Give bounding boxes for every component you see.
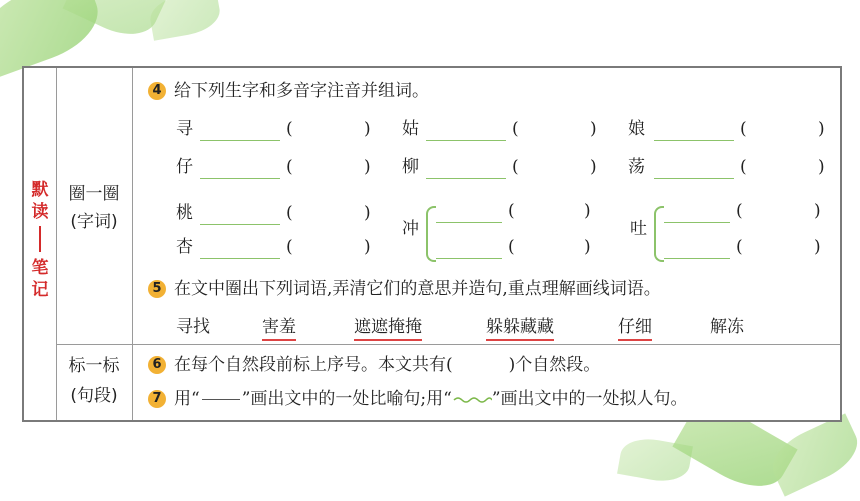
leaf-decoration (147, 0, 223, 41)
paren-open: ( (512, 157, 519, 177)
wavy-line-symbol (452, 395, 492, 405)
char-tu: 吐 (630, 219, 647, 239)
paren-close: ) (364, 237, 371, 257)
paren-open: ( (508, 201, 515, 221)
paren-open: ( (736, 201, 743, 221)
char-niang: 娘 (628, 119, 645, 139)
paren-close: ) (584, 201, 591, 221)
question-7-text (174, 388, 688, 410)
char-gu: 姑 (402, 119, 419, 139)
paren-open: ( (740, 157, 747, 177)
paren-close: ) (818, 157, 825, 177)
pinyin-blank[interactable] (426, 178, 506, 179)
polyphone-brace (654, 206, 664, 262)
paren-open: ( (508, 237, 515, 257)
side-char: 默 (31, 180, 49, 200)
char-zai: 仔 (176, 157, 193, 177)
paren-open: ( (286, 157, 293, 177)
question-4-text: 给下列生字和多音字注音并组词。 (174, 81, 429, 101)
side-char: 记 (31, 280, 49, 300)
paren-open: ( (286, 119, 293, 139)
paren-close: ) (814, 201, 821, 221)
question-5-text: 在文中圈出下列词语,弄清它们的意思并造句,重点理解画线词语。 (174, 279, 661, 299)
paren-close: ) (590, 157, 597, 177)
paren-open: ( (286, 203, 293, 223)
pinyin-blank[interactable] (436, 222, 502, 223)
question-7-text-a: 用“ (174, 389, 200, 409)
char-dang: 荡 (628, 157, 645, 177)
worksheet-table (22, 66, 842, 422)
polyphone-brace (426, 206, 436, 262)
pinyin-blank[interactable] (436, 258, 502, 259)
paren-close: ) (818, 119, 825, 139)
question-number-badge: 7 (148, 390, 166, 408)
paren-close: ) (364, 157, 371, 177)
question-7-text-c: ”画出文中的一处拟人句。 (491, 389, 688, 409)
vocab-word: 解冻 (710, 317, 744, 337)
question-7-text-b: ”画出文中的一处比喻句;用“ (241, 389, 452, 409)
paren-close: ) (590, 119, 597, 139)
pinyin-blank[interactable] (200, 224, 280, 225)
question-6-text-a: 在每个自然段前标上序号。本文共有( (174, 355, 453, 375)
char-xun: 寻 (176, 119, 193, 139)
paren-open: ( (286, 237, 293, 257)
paren-close: ) (814, 237, 821, 257)
question-6-text (174, 354, 600, 376)
side-char: 笔 (31, 258, 49, 278)
vocab-word-underlined: 仔细 (618, 316, 652, 341)
straight-line-symbol (202, 399, 240, 400)
paren-close: ) (364, 203, 371, 223)
pinyin-blank[interactable] (664, 258, 730, 259)
leaf-decoration (764, 413, 860, 496)
char-liu: 柳 (402, 157, 419, 177)
pinyin-blank[interactable] (200, 258, 280, 259)
vocab-word-underlined: 躲躲藏藏 (486, 316, 554, 341)
paren-open: ( (736, 237, 743, 257)
question-6-text-b: )个自然段。 (508, 355, 601, 375)
vocab-word-underlined: 遮遮掩掩 (354, 316, 422, 341)
pinyin-blank[interactable] (664, 222, 730, 223)
pinyin-blank[interactable] (654, 140, 734, 141)
char-xing: 杏 (176, 237, 193, 257)
category-circle-sub: (字词) (70, 212, 118, 232)
pinyin-blank[interactable] (426, 140, 506, 141)
category-mark-title: 标一标 (68, 356, 120, 376)
question-number-badge: 5 (148, 280, 166, 298)
paren-open: ( (740, 119, 747, 139)
row-divider (56, 344, 840, 345)
category-circle-title: 圈一圈 (68, 184, 120, 204)
char-chong: 冲 (402, 219, 419, 239)
paren-close: ) (584, 237, 591, 257)
question-number-badge: 6 (148, 356, 166, 374)
pinyin-blank[interactable] (200, 140, 280, 141)
side-char: 读 (31, 202, 49, 222)
paren-close: ) (364, 119, 371, 139)
char-tao: 桃 (176, 203, 193, 223)
category-mark-sub: (句段) (70, 386, 118, 406)
pinyin-blank[interactable] (200, 178, 280, 179)
vocab-word-underlined: 害羞 (262, 316, 296, 341)
side-dash (24, 226, 56, 254)
vocab-word: 寻找 (176, 317, 210, 337)
pinyin-blank[interactable] (654, 178, 734, 179)
question-number-badge: 4 (148, 82, 166, 100)
paren-open: ( (512, 119, 519, 139)
